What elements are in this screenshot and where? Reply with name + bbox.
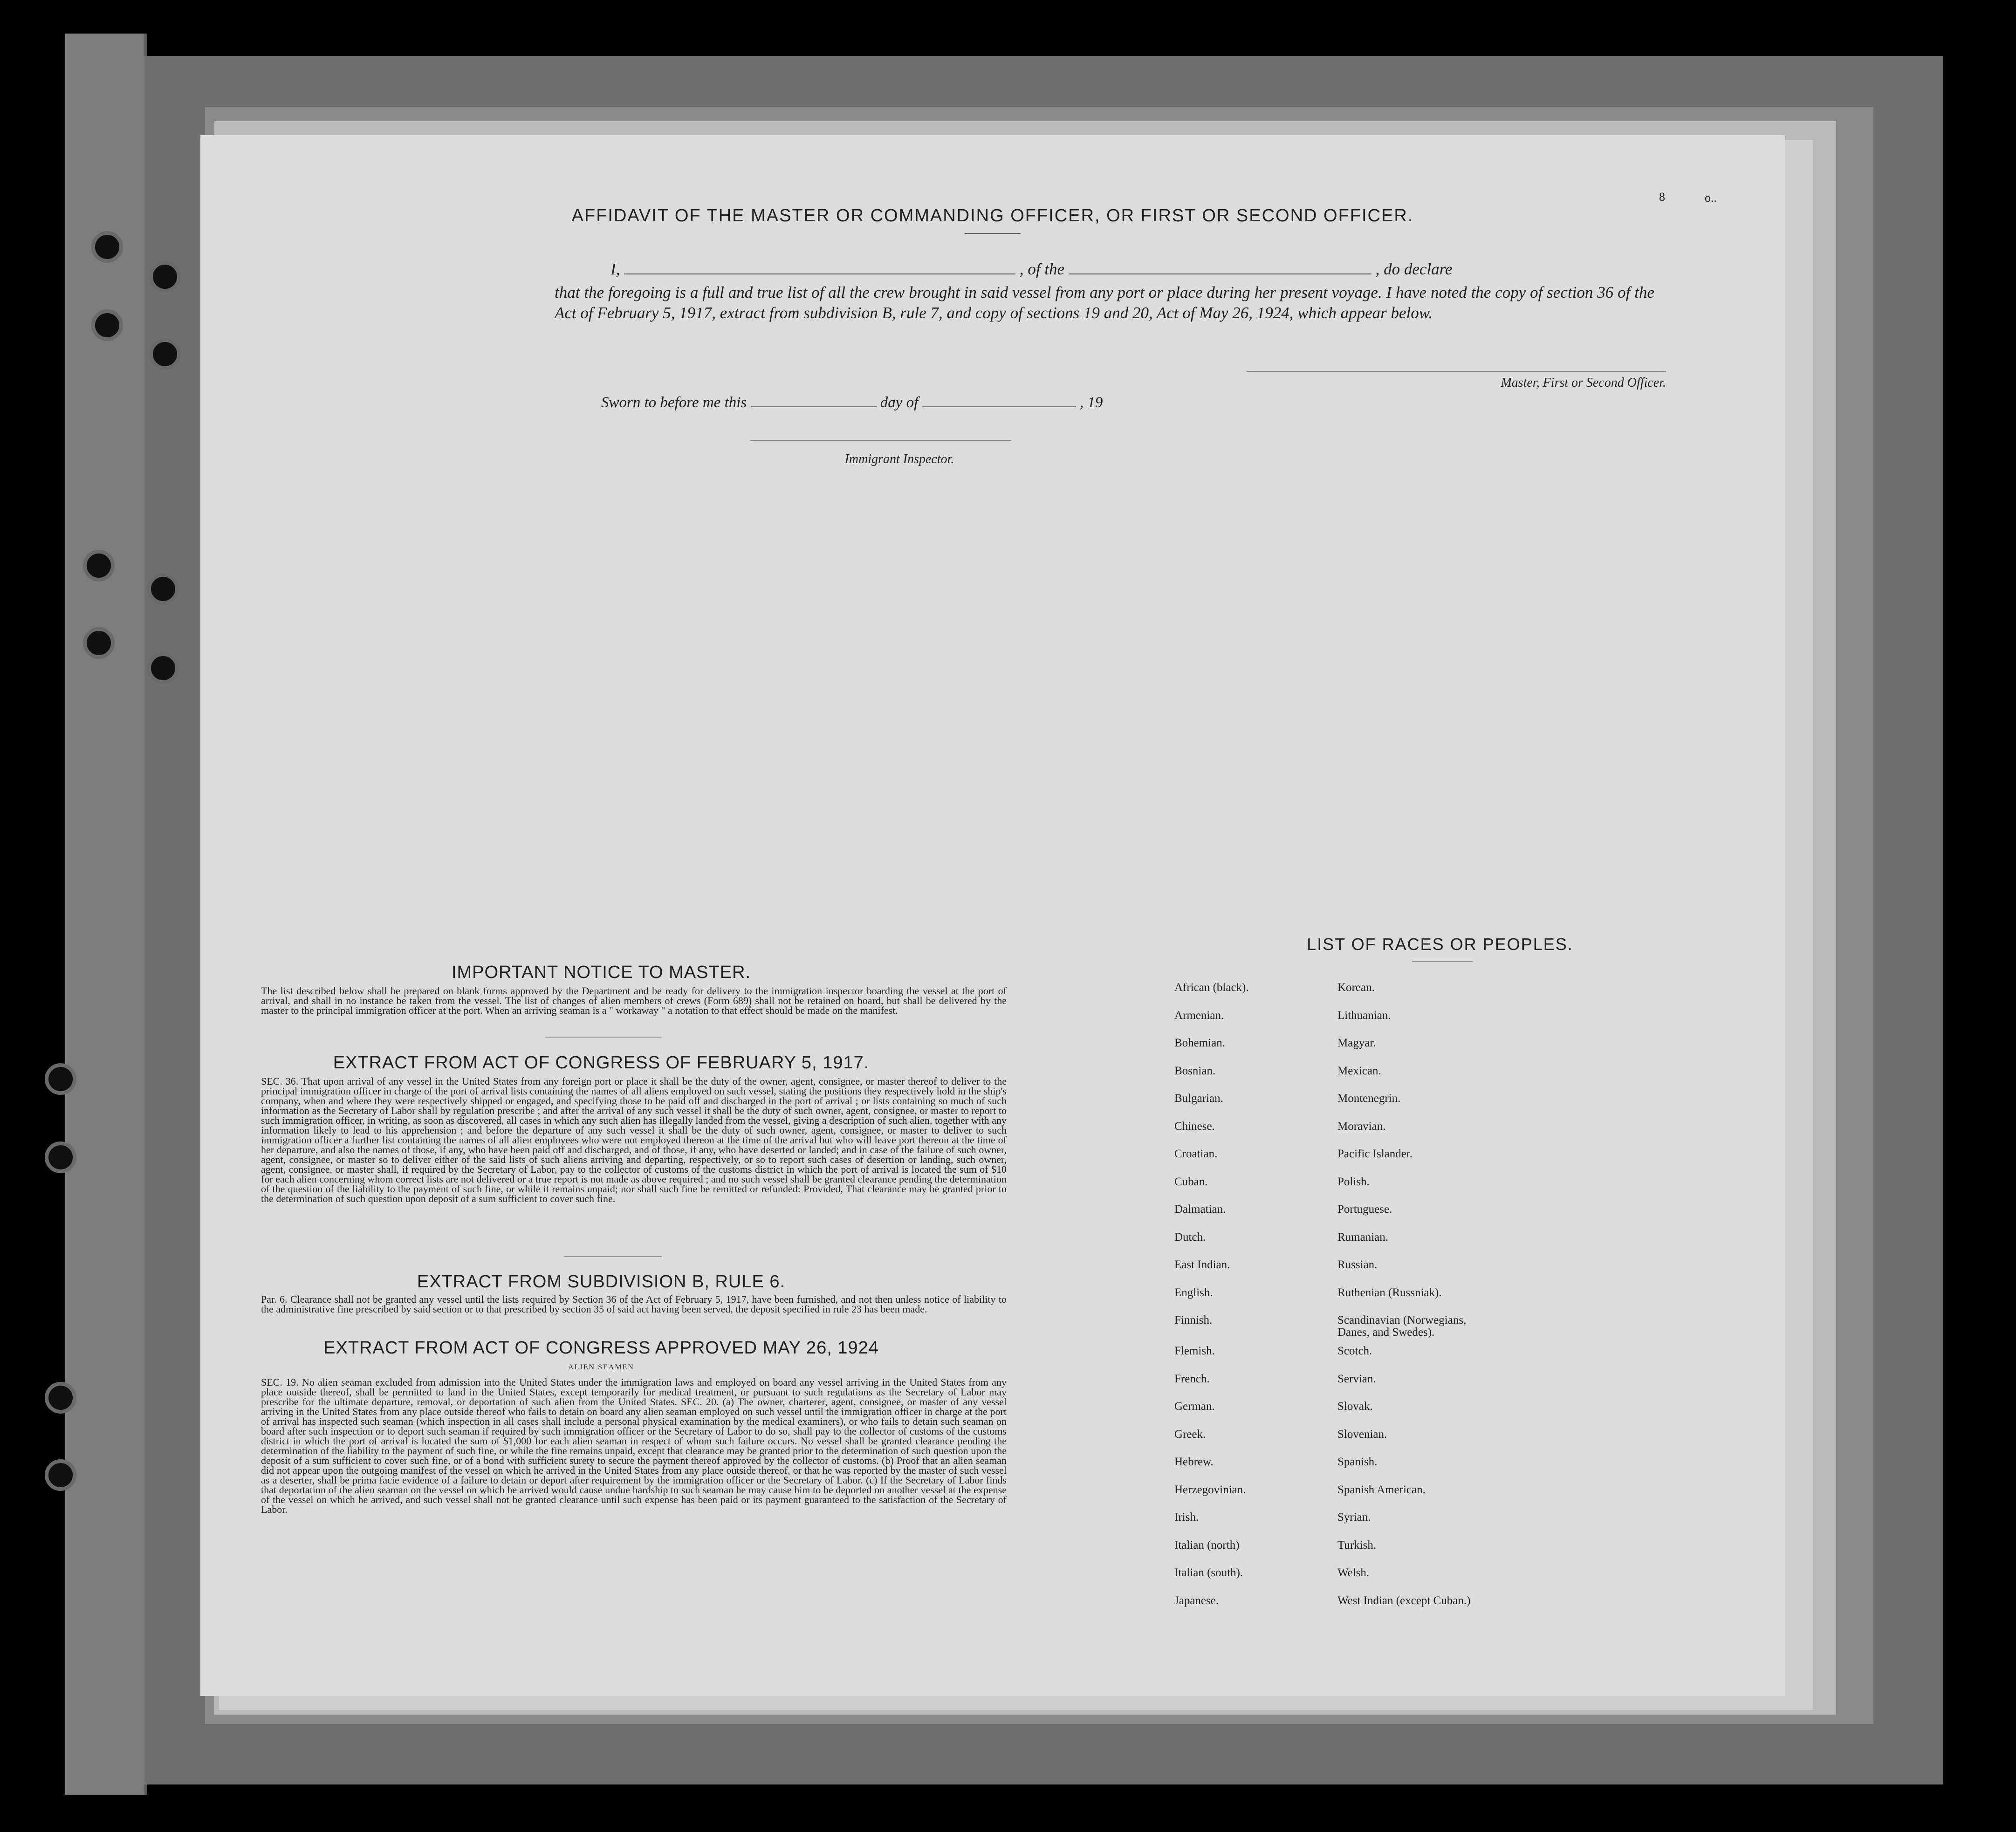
sworn-day-label: day of xyxy=(880,394,919,411)
race-item: Japanese. xyxy=(1174,1594,1219,1607)
binder-hole xyxy=(83,627,115,659)
binder-hole xyxy=(45,1063,76,1095)
race-item: Cuban. xyxy=(1174,1175,1208,1188)
race-item: Turkish. xyxy=(1337,1538,1377,1552)
race-item: Armenian. xyxy=(1174,1009,1224,1022)
binder-hole xyxy=(45,1142,76,1173)
binder-strip xyxy=(65,34,147,1795)
race-item: Bosnian. xyxy=(1174,1064,1216,1077)
race-item: Montenegrin. xyxy=(1337,1092,1401,1105)
inspector-label: Immigrant Inspector. xyxy=(844,452,954,466)
race-item: Chinese. xyxy=(1174,1120,1215,1133)
sworn-month-blank[interactable] xyxy=(922,396,1076,407)
extract-rule6-text: Par. 6. Clearance shall not be granted any vessel until the lists required by Section 36 of the Act of February 5, 1917, have been furnished, and not then unless notice of liability to the administrative fine prescribed by said section or to that prescribed by section 35 of said act having been served, the deposit specified in rule 23 has been made. xyxy=(261,1293,1007,1315)
race-item: East Indian. xyxy=(1174,1258,1230,1271)
affidavit-title: AFFIDAVIT OF THE MASTER OR COMMANDING OFFICER, OR FIRST OR SECOND OFFICER. xyxy=(571,206,1414,226)
extract-1917-text: SEC. 36. That upon arrival of any vessel in the United States from any foreign port or place it shall be the duty of the owner, agent, consignee, or master thereof to deliver to the principal immigration officer in charge of the port of arrival lists containing the names of all aliens employed on such vessel, stating the positions they respectively hold in the ship's company, when and where they were respectively shipped or engaged, and specifying those to be paid off and discharged in the port of arrival ; or lists containing so much of such information as the Secretary of Labor shall by regulation prescribe ; and after the arrival of any such vessel it shall be the duty of such owner, agent, consignee, or master to report to such immigration officer, in writing, as soon as discovered, all cases in which any such alien has illegally landed from the vessel, giving a description of such alien, together with any information likely to lead to his apprehension ; and before the departure of any such vessel it shall be the duty of such owner, agent, consignee, or master to deliver to such immigration officer a further list containing the names of all alien employees who were not employed thereon at the time of the arrival but who will leave port thereon at the time of her departure, and also the names of those, if any, who have been paid off and discharged, and of those, if any, who have deserted or landed; and in case of the failure of such owner, agent, consignee, or master so to deliver either of the said lists of such aliens arriving and departing, respectively, or so to report such cases of desertion or landing, such owner, agent, consignee, or master shall, if required by the Secretary of Labor, pay to the collector of customs of the customs district in which the port of arrival is located the sum of $10 for each alien concerning whom correct lists are not delivered or a true report is not made as above required ; and no such vessel shall be granted clearance pending the determination of the question of the liability to the payment of such fine, or while it remains unpaid; nor shall such fine be remitted or refunded: Provided, That clearance may be granted prior to the determination of such question upon deposit of a sum sufficient to cover such fine. xyxy=(261,1075,1007,1204)
race-item: Scandinavian (Norwegians, xyxy=(1337,1314,1467,1326)
binder-hole xyxy=(149,261,181,293)
race-item: English. xyxy=(1174,1286,1213,1299)
sworn-year-label: , 19 xyxy=(1079,394,1103,411)
race-item: African (black). xyxy=(1174,981,1249,994)
race-item: Flemish. xyxy=(1174,1345,1215,1357)
corner-mark-left: 8 xyxy=(1659,190,1665,204)
race-item: Bohemian. xyxy=(1174,1037,1226,1049)
race-item: West Indian (except Cuban.) xyxy=(1337,1594,1471,1607)
race-item: German. xyxy=(1174,1400,1215,1413)
race-item: Slovak. xyxy=(1337,1400,1373,1413)
race-item: Finnish. xyxy=(1174,1314,1213,1326)
race-item: Polish. xyxy=(1337,1175,1370,1188)
notice-title: IMPORTANT NOTICE TO MASTER. xyxy=(451,963,751,982)
affidavit-declaration xyxy=(555,259,1654,323)
race-item: Spanish American. xyxy=(1337,1483,1426,1496)
declaration-declare: , do declare xyxy=(1375,260,1453,278)
race-item: Italian (south). xyxy=(1174,1566,1243,1579)
race-item: Welsh. xyxy=(1337,1566,1370,1579)
race-item: Russian. xyxy=(1337,1258,1378,1271)
binder-hole xyxy=(91,231,123,263)
sworn-day-blank[interactable] xyxy=(751,396,877,407)
race-item: Ruthenian (Russniak). xyxy=(1337,1286,1442,1299)
race-item: Portuguese. xyxy=(1337,1203,1392,1216)
notice-text: The list described below shall be prepared on blank forms approved by the Department and be ready for delivery to the immigration inspector boarding the vessel at the port of arrival, and shall in no instance be taken from the vessel. The list of changes of alien members of crews (Form 689) shall not be retained on board, but shall be delivered by the master to the principal immigration officer at the port. When an arriving seaman is a " workaway " a notation to that effect should be made on the manifest. xyxy=(261,985,1007,1016)
declaration-i: I, xyxy=(610,260,620,278)
race-item: Slovenian. xyxy=(1337,1428,1387,1441)
race-item: Magyar. xyxy=(1337,1037,1376,1049)
signature-line xyxy=(1247,371,1666,372)
race-item: Servian. xyxy=(1337,1372,1376,1385)
race-item: Greek. xyxy=(1174,1428,1206,1441)
declaration-body: that the foregoing is a full and true list of all the crew brought in said vessel from any port or place during her present voyage. I have noted the copy of section 36 of the Act of February 5, 1917, extract from subdivision B, rule 7, and copy of sections 19 and 20, Act of May 26, 1924, which appear below. xyxy=(555,283,1654,322)
binder-hole xyxy=(45,1382,76,1414)
extract-1924-subtitle: ALIEN SEAMEN xyxy=(568,1363,634,1371)
extract-1924-title: EXTRACT FROM ACT OF CONGRESS APPROVED MAY 26, 1924 xyxy=(323,1338,879,1358)
race-item: Moravian. xyxy=(1337,1120,1386,1133)
race-item: Croatian. xyxy=(1174,1148,1218,1160)
inspector-line xyxy=(750,440,1011,441)
race-item: Dalmatian. xyxy=(1174,1203,1226,1216)
race-item: Lithuanian. xyxy=(1337,1009,1391,1022)
corner-mark-right: o.. xyxy=(1705,191,1717,205)
race-scandinavian-continued: Danes, and Swedes). xyxy=(1337,1326,1435,1339)
binder-hole xyxy=(91,309,123,341)
race-item: Irish. xyxy=(1174,1511,1199,1524)
sworn-prefix: Sworn to before me this xyxy=(601,394,747,411)
race-item: Hebrew. xyxy=(1174,1456,1214,1468)
extract-1924-text: SEC. 19. No alien seaman excluded from admission into the United States under the immigration laws and employed on board any vessel arriving in the United States from any place outside thereof, shall be permitted to land in the United States, except temporarily for medical treatment, or pursuant to such regulations as the Secretary of Labor may prescribe for the ultimate departure, removal, or deportation of such alien from the United States. SEC. 20. (a) The owner, charterer, agent, consignee, or master of any vessel arriving in the United States from any place outside thereof who fails to detain on board any alien seaman employed on such vessel until the immigration officer in charge at the port of arrival has inspected such seaman (which inspection in all cases shall include a personal physical examination by the medical examiners), or who fails to detain such seaman on board after such inspection or to deport such seaman if required by such immigration officer or the Secretary of Labor to do so, shall pay to the collector of customs of the customs district in which the port of arrival is located the sum of $1,000 for each alien seaman in respect of whom such failure occurs. No vessel shall be granted clearance pending the determination of the liability to the payment of such fine, or while the fine remains unpaid, except that clearance may be granted prior to the determination of such question upon the deposit of a sum sufficient to cover such fine, or of a bond with sufficient surety to secure the payment thereof approved by the collector of customs. (b) Proof that an alien seaman did not appear upon the outgoing manifest of the vessel on which he arrived in the United States from any place outside thereof, or that he was reported by the master of such vessel as a deserter, shall be prima facie evidence of a failure to detain or deport after requirement by the immigration officer or the Secretary of Labor. (c) If the Secretary of Labor finds that deportation of the alien seaman on the vessel on which he arrived would cause undue hardship to such seaman he may cause him to be deported on another vessel at the expense of the vessel on which he arrived, and such vessel shall not be granted clearance until such expense has been paid or its payment guaranteed to the satisfaction of the Secretary of Labor. xyxy=(261,1376,1007,1515)
binder-hole xyxy=(149,338,181,370)
section-rule xyxy=(564,1256,662,1257)
binder-hole xyxy=(83,550,115,581)
race-item: Mexican. xyxy=(1337,1064,1381,1077)
race-item: Italian (north) xyxy=(1174,1538,1240,1552)
title-rule xyxy=(965,233,1021,234)
sworn-line xyxy=(601,394,1103,411)
race-item: Scotch. xyxy=(1337,1345,1372,1357)
binder-hole xyxy=(45,1459,76,1491)
race-item: Pacific Islander. xyxy=(1337,1148,1413,1160)
race-item: Syrian. xyxy=(1337,1511,1371,1524)
name-blank[interactable] xyxy=(624,260,1015,274)
race-item: Spanish. xyxy=(1337,1456,1378,1468)
race-item: Herzegovinian. xyxy=(1174,1483,1246,1496)
race-item: Dutch. xyxy=(1174,1230,1206,1244)
master-label: Master, First or Second Officer. xyxy=(1501,376,1666,390)
races-rule xyxy=(1412,961,1473,962)
races-title: LIST OF RACES OR PEOPLES. xyxy=(1307,935,1573,954)
section-rule xyxy=(545,1037,662,1038)
binder-hole xyxy=(147,652,179,684)
race-item: French. xyxy=(1174,1372,1210,1385)
manifest-back-page xyxy=(200,135,1785,1696)
extract-rule6-title: EXTRACT FROM SUBDIVISION B, RULE 6. xyxy=(417,1272,786,1292)
declaration-of: , of the xyxy=(1019,260,1065,278)
vessel-blank[interactable] xyxy=(1069,260,1371,274)
binder-hole xyxy=(147,573,179,605)
extract-1917-title: EXTRACT FROM ACT OF CONGRESS OF FEBRUARY 5, 1917. xyxy=(333,1053,870,1073)
race-item: Bulgarian. xyxy=(1174,1092,1223,1105)
race-item: Korean. xyxy=(1337,981,1375,994)
race-item: Rumanian. xyxy=(1337,1230,1389,1244)
